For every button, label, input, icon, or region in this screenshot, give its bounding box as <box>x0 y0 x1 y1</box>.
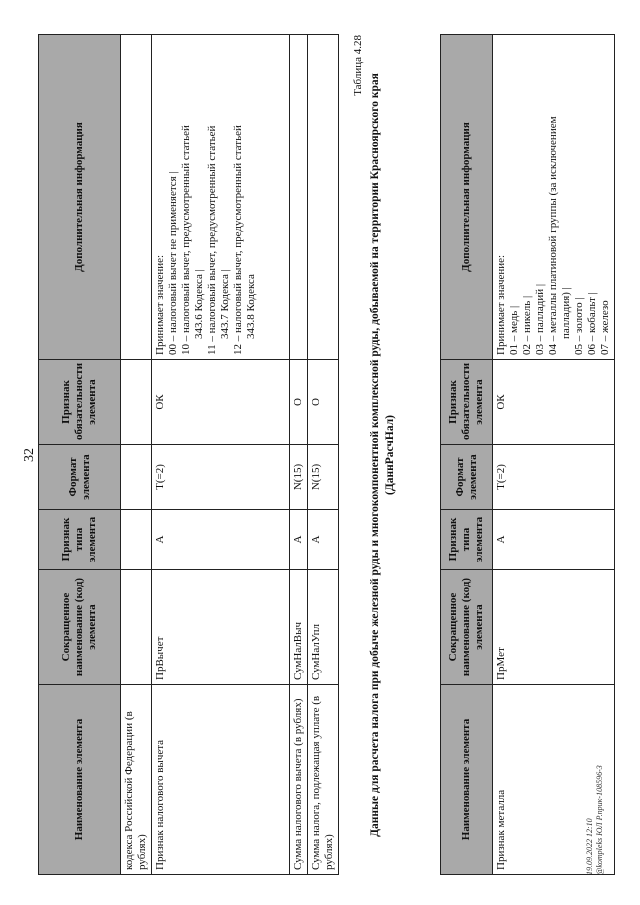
info-line: 04 – металлы платиновой группы (за исключением <box>546 116 559 355</box>
element-name-cell: Сумма налога, подлежащая уплате (в рублях) <box>307 685 338 875</box>
additional-info-cell <box>307 35 338 360</box>
header-element-type: Признак типа элемента <box>441 510 493 570</box>
header-element-type: Признак типа элемента <box>39 510 121 570</box>
info-line: 07 – железо <box>598 300 611 355</box>
footer-document-code: @kompleks ЮЛ Р.прик-108596-3 <box>595 765 605 875</box>
element-required-cell: О <box>289 360 307 445</box>
print-footer <box>585 765 606 875</box>
header-element-code: Сокращенное наименование (код) элемента <box>39 570 121 685</box>
info-line: 01 – медь | <box>507 305 520 355</box>
element-type-cell: А <box>151 510 289 570</box>
table-4-28 <box>440 34 615 875</box>
info-line: 03 – палладий | <box>533 283 546 355</box>
element-type-cell: А <box>493 510 615 570</box>
header-element-required: Признак обязательности элемента <box>39 360 121 445</box>
element-code-cell: ПрВычет <box>151 570 289 685</box>
header-additional-info: Дополнительная информация <box>39 35 121 360</box>
element-type-cell: А <box>289 510 307 570</box>
element-code-cell: СумНалУпл <box>307 570 338 685</box>
table-continued <box>38 34 339 875</box>
table-row <box>151 35 289 875</box>
info-line: 10 – налоговый вычет, предусмотренный статьей <box>179 125 192 355</box>
header-element-format: Формат элемента <box>39 445 121 510</box>
info-line: 00 – налоговый вычет не применяется | <box>166 171 179 355</box>
info-line: палладия) | <box>559 287 572 339</box>
element-format-cell: N(15) <box>289 445 307 510</box>
info-line: 05 – золото | <box>572 297 585 355</box>
table-heading: Данные для расчета налога при добыче железной руды и многокомпонентной комплексной руды, добываемой на территории Красноярского края (ДаннРасчНал) <box>369 73 396 837</box>
info-title: Принимает значение: <box>153 254 166 355</box>
header-additional-info: Дополнительная информация <box>441 35 493 360</box>
element-name-cell: Сумма налогового вычета (в рублях) <box>289 685 307 875</box>
element-code-cell: ПрМет <box>493 570 615 685</box>
header-element-required: Признак обязательности элемента <box>441 360 493 445</box>
info-line: 06 – кобальт | <box>585 292 598 355</box>
info-line: 11 – налоговый вычет, предусмотренный статьей <box>205 125 218 355</box>
table-header-row <box>441 35 493 875</box>
info-title: Принимает значение: <box>495 254 507 355</box>
additional-info-cell <box>493 35 615 360</box>
element-type-cell: А <box>307 510 338 570</box>
table-header-row <box>39 35 121 875</box>
element-format-cell: T(=2) <box>493 445 615 510</box>
header-element-code: Сокращенное наименование (код) элемента <box>441 570 493 685</box>
element-required-cell: ОК <box>493 360 615 445</box>
info-line: 02 – никель | <box>520 295 533 355</box>
element-code-cell: СумНалВыч <box>289 570 307 685</box>
table-row <box>493 35 615 875</box>
element-format-cell: T(=2) <box>151 445 289 510</box>
header-element-format: Формат элемента <box>441 445 493 510</box>
additional-info-cell <box>289 35 307 360</box>
header-element-name: Наименование элемента <box>39 685 121 875</box>
additional-info-cell <box>151 35 289 360</box>
footer-timestamp: 19.09.2022 12:10 <box>585 818 594 875</box>
info-line: 12 – налоговый вычет, предусмотренный статьей <box>231 125 244 355</box>
table-caption: Таблица 4.28 <box>352 35 364 96</box>
info-line: 343.7 Кодекса | <box>218 269 231 339</box>
element-required-cell: О <box>307 360 338 445</box>
element-required-cell: ОК <box>151 360 289 445</box>
continued-name-cell: кодекса Российской Федерации (в рублях) <box>121 685 152 875</box>
element-name-cell: Признак налогового вычета <box>151 685 289 875</box>
info-line: 343.6 Кодекса | <box>192 269 205 339</box>
table-row <box>121 35 152 875</box>
info-line: 343.8 Кодекса <box>244 274 257 339</box>
table-row <box>289 35 307 875</box>
page-number: 32 <box>22 448 37 462</box>
table-row <box>307 35 338 875</box>
header-element-name: Наименование элемента <box>441 685 493 875</box>
element-name-cell: Признак металла <box>493 685 615 875</box>
element-format-cell: N(15) <box>307 445 338 510</box>
